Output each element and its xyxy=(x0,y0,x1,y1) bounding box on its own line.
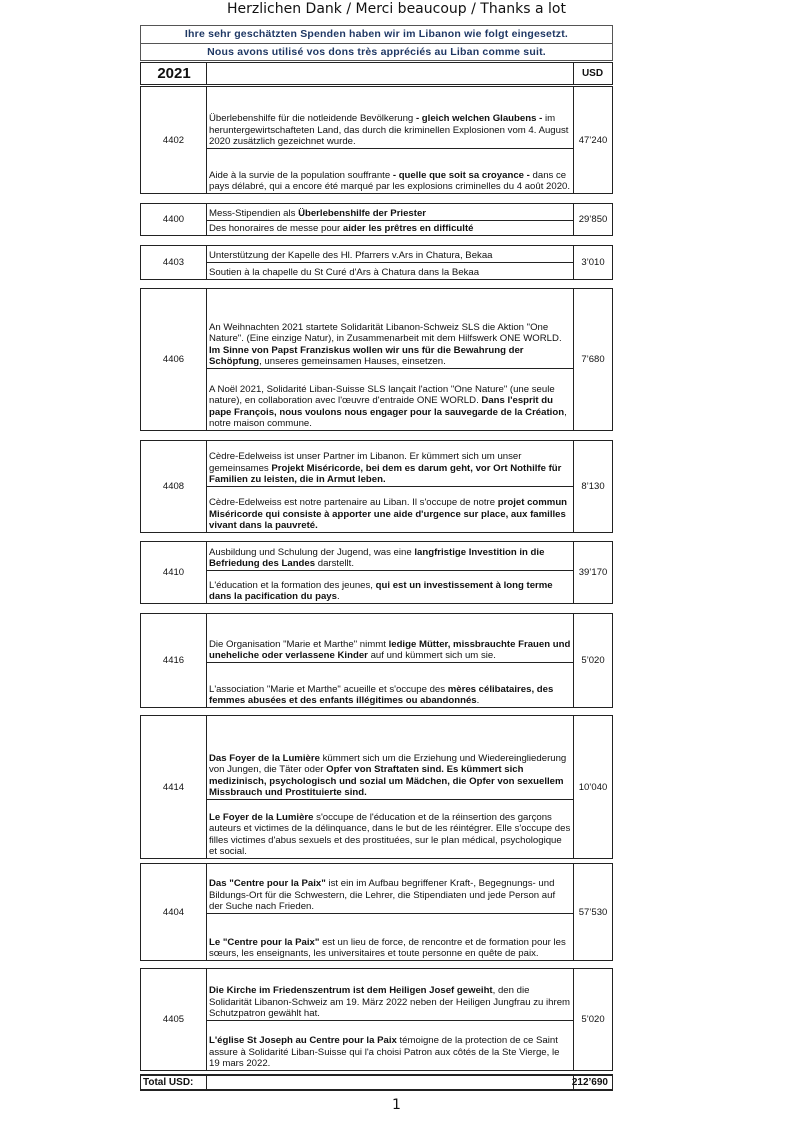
description-fr-text: est un lieu de force, de rencontre et de formation pour les sœurs, les enseignants, les universitaires et toute personne en quête de paix. xyxy=(209,936,566,960)
description-de-text: Im Sinne von Papst Franziskus wollen wir uns für die Bewahrung der Schöpfung xyxy=(209,344,524,368)
amount-usd: 3’010 xyxy=(581,257,605,268)
description-de xyxy=(207,542,573,571)
description-de-text: , unseres gemeinsamen Hauses, einsetzen. xyxy=(259,356,446,368)
description-de-text: Die Kirche im Friedenszentrum ist dem Heiligen Josef geweiht xyxy=(209,985,493,997)
description-cell xyxy=(207,716,573,858)
description-fr-text: Le "Centre pour la Paix" xyxy=(209,936,320,948)
total-value: 212’690 xyxy=(571,1077,608,1088)
page-title: Herzlichen Dank / Merci beaucoup / Thanks a lot xyxy=(227,1,566,17)
currency-label: USD xyxy=(581,68,604,79)
description-de-text: An Weihnachten 2021 startete Solidarität Libanon-Schweiz SLS die Aktion "One Nature". (Eine einzige Natur), in Zusammenarbeit mit dem Hilfswerk ONE WORLD. xyxy=(209,321,562,345)
description-fr xyxy=(207,914,573,960)
description-fr xyxy=(207,571,573,603)
column-divider xyxy=(206,63,207,84)
header-line-fr: Nous avons utilisé vos dons très appréciés au Liban comme suit. xyxy=(207,46,546,58)
account-code: 4416 xyxy=(162,655,185,666)
description-fr-text: Soutien à la chapelle du St Curé d'Ars à Chatura dans la Bekaa xyxy=(209,267,480,279)
description-fr-text: , notre maison commune. xyxy=(209,406,567,430)
description-de-text: Überlebenshilfe für die notleidende Bevölkerung xyxy=(209,113,416,125)
description-fr-text: L'éducation et la formation des jeunes, xyxy=(209,579,376,591)
description-de-text: Das "Centre pour la Paix" xyxy=(209,878,326,890)
description-de xyxy=(207,441,573,487)
description-de xyxy=(207,246,573,263)
table-row xyxy=(140,86,613,194)
description-de xyxy=(207,289,573,369)
description-cell xyxy=(207,542,573,603)
description-fr-text: dans ce pays délabré, qui a encore été marqué par les explosions criminelles du 4 août 2020. xyxy=(209,169,571,193)
description-cell xyxy=(207,204,573,235)
description-fr xyxy=(207,487,573,532)
description-de-text: ledige Mütter, missbrauchte Frauen und uneheliche oder verlassene Kinder xyxy=(209,638,571,662)
description-de-text: Ausbildung und Schulung der Jugend, was eine xyxy=(209,546,415,558)
description-de-text: langfristige Investition in die Befriedung des Landes xyxy=(209,546,545,570)
account-code: 4406 xyxy=(162,354,185,365)
account-code: 4410 xyxy=(162,567,185,578)
description-fr-text: mères célibataires, des femmes abusées et des enfants illégitimes ou abandonnés xyxy=(209,683,554,707)
amount-usd: 10’040 xyxy=(578,781,608,793)
account-code: 4408 xyxy=(162,481,185,492)
amount-usd: 8’130 xyxy=(581,481,605,492)
account-code: 4404 xyxy=(162,906,185,918)
description-fr-text: projet commun Miséricorde qui consiste à apporter une aide d'urgence sur place, aux familles vivant dans la pauvreté. xyxy=(209,497,568,532)
description-cell xyxy=(207,246,573,279)
description-fr xyxy=(207,369,573,430)
total-row xyxy=(140,1074,613,1091)
account-code: 4414 xyxy=(162,781,185,793)
description-de-text: Überlebenshilfe der Priester xyxy=(298,208,427,220)
table-row xyxy=(140,541,613,604)
description-fr-text: Le Foyer de la Lumière xyxy=(209,811,314,823)
account-code: 4402 xyxy=(162,134,185,146)
description-fr-text: - quelle que soit sa croyance - xyxy=(392,169,530,181)
amount-usd: 47’240 xyxy=(578,134,608,146)
year-row xyxy=(140,62,613,85)
amount-usd: 5’020 xyxy=(581,655,605,666)
table-row xyxy=(140,288,613,431)
description-fr-text: . xyxy=(476,695,480,707)
description-fr-text: . xyxy=(336,591,340,603)
description-de-text: darstellt. xyxy=(315,558,355,570)
description-fr xyxy=(207,263,573,279)
table-row xyxy=(140,440,613,533)
description-cell xyxy=(207,87,573,193)
description-de xyxy=(207,864,573,914)
description-de-text: Projekt Miséricorde, bei dem es darum geht, vor Ort Nothilfe für Familien zu leisten, die in Armut leben. xyxy=(209,462,562,486)
year-label: 2021 xyxy=(157,65,191,82)
description-cell xyxy=(207,969,573,1070)
description-fr-text: L'église St Joseph au Centre pour la Paix xyxy=(209,1035,397,1047)
description-de xyxy=(207,204,573,221)
description-fr xyxy=(207,663,573,707)
description-de-text: Mess-Stipendien als xyxy=(209,208,299,220)
description-cell xyxy=(207,289,573,430)
amount-usd: 57’530 xyxy=(578,906,608,918)
table-row xyxy=(140,245,613,280)
description-fr-text: Dans l'esprit du pape François, nous voulons nous engager pour la sauvegarde de la Création xyxy=(209,395,565,418)
total-label: Total USD: xyxy=(143,1077,194,1088)
description-de-text: , den die Solidarität Libanon-Schweiz am 19. März 2022 neben der Heiligen Jungfrau zu ihrem Schutzpatron gewählt hat. xyxy=(209,985,571,1020)
column-divider xyxy=(206,1076,207,1089)
description-fr-text: qui est un investissement à long terme dans la pacification du pays xyxy=(209,579,553,603)
description-cell xyxy=(207,614,573,707)
description-fr-text: s'occupe de l'éducation et de la réinsertion des garçons auteurs et victimes de la délinquance, dans le but de les réintégrer. Elle s'occupe des filles victimes d'abus sexuels et des prostituées, sur le plan médical, psychologique et social. xyxy=(209,811,571,858)
description-de xyxy=(207,969,573,1021)
page-number: 1 xyxy=(392,1097,401,1113)
header-line-de: Ihre sehr geschätzten Spenden haben wir im Libanon wie folgt eingesetzt. xyxy=(141,26,612,44)
description-fr-text: Des honoraires de messe pour xyxy=(209,223,343,235)
table-row xyxy=(140,968,613,1071)
description-de-text: - gleich welchen Glaubens - xyxy=(415,113,543,125)
description-de xyxy=(207,87,573,149)
description-de xyxy=(207,614,573,663)
description-fr xyxy=(207,800,573,858)
description-fr-text: Aide à la survie de la population souffrante xyxy=(209,169,393,181)
description-de xyxy=(207,716,573,800)
amount-usd: 39’170 xyxy=(578,567,608,578)
description-cell xyxy=(207,441,573,532)
description-fr-text: aider les prêtres en difficulté xyxy=(342,223,474,235)
description-fr xyxy=(207,149,573,193)
description-de-text: im heruntergewirtschafteten Land, das durch die kriminellen Explosionen vom 4. August 2020 zusätzlich gezeichnet wurde. xyxy=(209,113,569,148)
amount-usd: 5’020 xyxy=(581,1014,605,1025)
description-fr-text: Cèdre-Edelweiss est notre partenaire au Liban. Il s'occupe de notre xyxy=(209,497,498,509)
description-fr-text: témoigne de la protection de ce Saint assure à Solidarité Liban-Suisse qui l'a choisi Patron aux côtés de la Ste Vierge, le 19 mars 2022. xyxy=(209,1035,560,1070)
table-row xyxy=(140,863,613,961)
description-fr-text: A Noël 2021, Solidarité Liban-Suisse SLS lançait l'action "One Nature" (une seule nature), en collaboration avec l'œuvre d'entraide ONE WORLD. xyxy=(209,383,555,407)
table-row xyxy=(140,613,613,708)
description-de-text: Unterstützung der Kapelle des Hl. Pfarrers v.Ars in Chatura, Bekaa xyxy=(209,250,493,262)
table-row xyxy=(140,715,613,859)
description-fr xyxy=(207,221,573,235)
description-cell xyxy=(207,864,573,960)
description-de-text: Opfer von Straftaten sind. Es kümmert sich medizinisch, psychologisch und sozial um Mädchen, die Opfer von sexuellem Missbrauch und Prostituierte sind. xyxy=(209,764,564,799)
description-fr xyxy=(207,1021,573,1070)
amount-usd: 7’680 xyxy=(581,354,605,365)
description-de-text: Das Foyer de la Lumière xyxy=(209,752,320,764)
description-de-text: Die Organisation "Marie et Marthe" nimmt xyxy=(209,638,389,650)
table-row xyxy=(140,203,613,236)
account-code: 4405 xyxy=(162,1014,185,1025)
account-code: 4403 xyxy=(162,257,185,268)
description-de-text: kümmert sich um die Erziehung und Wiedereingliederung von Jungen, die Täter oder xyxy=(209,752,567,776)
description-de-text: ist ein im Aufbau begriffener Kraft-, Begegnungs- und Bildungs-Ort für die Schwestern, die Lehrer, die Stipendiaten und jede Person auf der Suche nach Frieden. xyxy=(209,878,556,913)
amount-usd: 29’850 xyxy=(578,214,608,225)
description-de-text: auf und kümmert sich um sie. xyxy=(367,650,496,662)
account-code: 4400 xyxy=(162,214,185,225)
description-de-text: Cèdre-Edelweiss ist unser Partner im Libanon. Er kümmert sich um unser gemeinsames xyxy=(209,451,522,474)
description-fr-text: L'association "Marie et Marthe" acueille et s'occupe des xyxy=(209,683,448,695)
table-header xyxy=(140,25,613,61)
